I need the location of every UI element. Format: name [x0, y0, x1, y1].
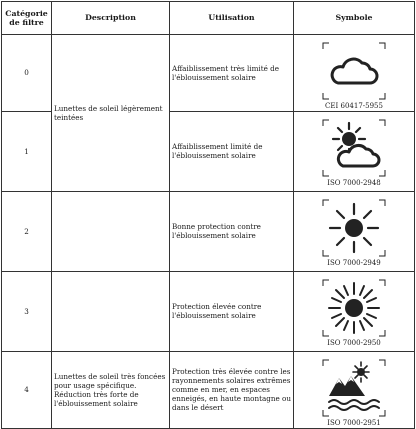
cloud-icon	[321, 41, 387, 101]
utilisation-cell: Protection élevée contre l'éblouissement solaire	[170, 271, 294, 351]
symbol-label: ISO 7000-2949	[327, 258, 381, 267]
symbol-cell	[294, 271, 415, 351]
symbol-label: CEI 60417-5955	[325, 102, 383, 110]
symbol-frame	[321, 358, 387, 418]
symbol-cell	[294, 351, 415, 428]
symbol-label: ISO 7000-2951	[327, 418, 381, 427]
category-cell: 2	[2, 191, 52, 271]
symbol-label: ISO 7000-2950	[327, 338, 381, 347]
symbol-frame	[321, 118, 387, 178]
sun-mountain-sea-icon	[321, 358, 387, 418]
utilisation-cell: Affaiblissement limité de l'éblouissement solaire	[170, 111, 294, 191]
strong-sun-icon	[321, 278, 387, 338]
table-row	[2, 35, 415, 112]
utilisation-cell: Protection très élevée contre les rayonnements solaires extrêmes comme en mer, en espaces enneigés, en haute montagne ou dans le désert	[170, 351, 294, 428]
table-row	[2, 351, 415, 428]
header-utilisation: Utilisation	[170, 2, 294, 35]
table-row	[2, 191, 415, 271]
symbol-cell	[294, 111, 415, 191]
table-row	[2, 271, 415, 351]
description-cell-merged: Lunettes de soleil légèrement teintées	[52, 35, 170, 192]
symbol-frame	[321, 41, 387, 101]
symbol-cell	[294, 191, 415, 271]
header-symbole: Symbole	[294, 2, 415, 35]
symbol-frame	[321, 198, 387, 258]
category-cell: 1	[2, 111, 52, 191]
symbol-label: ISO 7000-2948	[327, 178, 381, 187]
description-cell	[52, 191, 170, 271]
utilisation-cell: Bonne protection contre l'éblouissement solaire	[170, 191, 294, 271]
symbol-cell	[294, 35, 415, 112]
header-description: Description	[52, 2, 170, 35]
symbol-frame	[321, 278, 387, 338]
filter-category-table	[1, 1, 415, 429]
sun-icon	[321, 198, 387, 258]
header-category: Catégorie de filtre	[2, 2, 52, 35]
description-cell: Lunettes de soleil très foncées pour usage spécifique. Réduction très forte de l'éblouissement solaire	[52, 351, 170, 428]
description-cell	[52, 271, 170, 351]
utilisation-cell: Affaiblissement très limité de l'éblouissement solaire	[170, 35, 294, 112]
category-cell: 4	[2, 351, 52, 428]
category-cell: 0	[2, 35, 52, 112]
category-cell: 3	[2, 271, 52, 351]
sun-behind-cloud-icon	[321, 118, 387, 178]
table-header-row	[2, 2, 415, 35]
